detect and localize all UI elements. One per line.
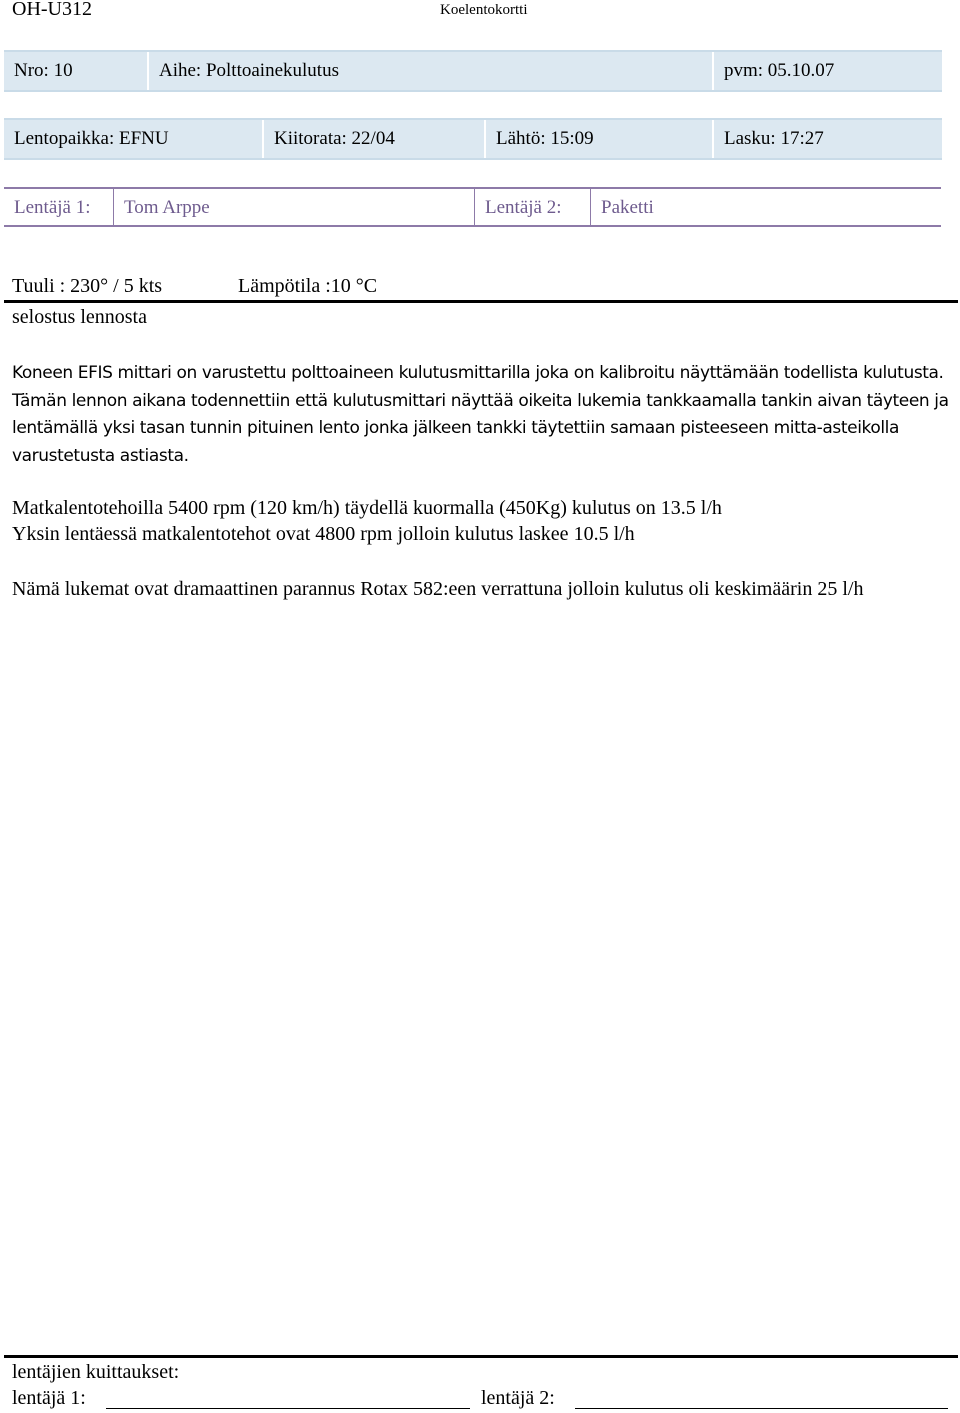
signature-pilot1-line xyxy=(106,1408,470,1409)
cruise-full-load: Matkalentotehoilla 5400 rpm (120 km/h) täydellä kuormalla (450Kg) kulutus on 13.5 l/h xyxy=(12,497,722,519)
pilot2-name: Paketti xyxy=(601,197,654,218)
report-body: Koneen EFIS mittari on varustettu polttoaineen kulutusmittarilla joka on kalibroitu näyttämään todellista kulutusta. Tämän lennon aikana todennettiin että kulutusmittari näyttää oikeita lukemia tankkaamalla tankin aivan täyteen ja lentämällä yksi tasan tunnin pituinen lento jonka jälkeen tankki täytettiin samaan pisteeseen mitta-asteikolla varustetusta astiasta. xyxy=(12,363,949,466)
pilot1-name: Tom Arppe xyxy=(114,189,475,225)
landing-time: Lasku: 17:27 xyxy=(724,128,824,149)
flight-info-row-1 xyxy=(4,50,942,92)
signature-pilot2-label: lentäjä 2: xyxy=(481,1387,555,1409)
flight-subject: Aihe: Polttoainekulutus xyxy=(149,52,714,90)
section-divider xyxy=(4,300,958,303)
departure-time: Lähtö: 15:09 xyxy=(486,120,714,158)
comparison: Nämä lukemat ovat dramaattinen parannus Rotax 582:een verrattuna jolloin kulutus oli keskimäärin 25 l/h xyxy=(12,578,864,600)
aircraft-id: OH-U312 xyxy=(12,0,92,20)
runway: Kiitorata: 22/04 xyxy=(264,120,486,158)
signature-pilot2-line xyxy=(575,1408,948,1409)
temperature: Lämpötila :10 °C xyxy=(238,275,378,297)
wind: Tuuli : 230° / 5 kts xyxy=(12,275,163,297)
pilot1-label: Lentäjä 1: xyxy=(4,189,114,225)
flight-info-row-2 xyxy=(4,118,942,160)
signature-divider xyxy=(4,1355,958,1358)
pilots-row xyxy=(4,187,941,227)
document-title: Koelentokortti xyxy=(440,2,528,18)
flight-date: pvm: 05.10.07 xyxy=(724,60,835,81)
signatures-label: lentäjien kuittaukset: xyxy=(12,1361,180,1383)
flight-number: Nro: 10 xyxy=(4,52,149,90)
cruise-solo: Yksin lentäessä matkalentotehot ovat 4800 rpm jolloin kulutus laskee 10.5 l/h xyxy=(12,523,635,545)
signature-pilot1-label: lentäjä 1: xyxy=(12,1387,86,1409)
pilot2-label: Lentäjä 2: xyxy=(475,189,591,225)
report-label: selostus lennosta xyxy=(12,306,147,328)
airfield: Lentopaikka: EFNU xyxy=(4,120,264,158)
